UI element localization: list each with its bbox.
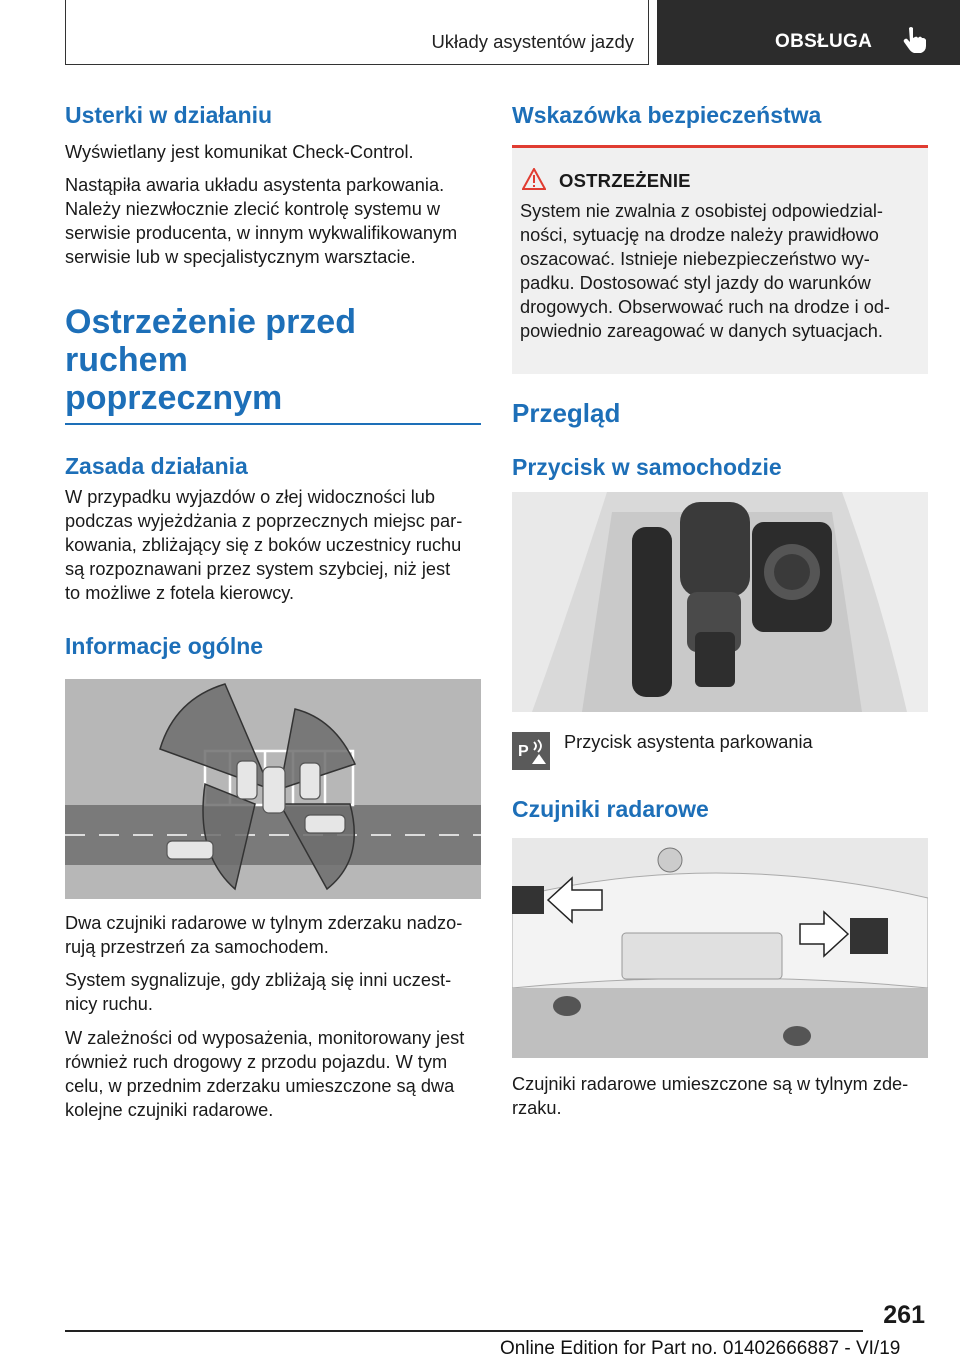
principle-heading: Zasada działania — [65, 453, 248, 479]
footer-edition-text: Online Edition for Part no. 01402666887 - VI/19 — [500, 1338, 901, 1359]
section-title-line: poprzecznym — [65, 379, 283, 417]
hand-pointer-icon — [901, 26, 931, 54]
text-line: W przypadku wyjazdów o złej widoczności lub — [65, 487, 435, 507]
general-heading: Informacje ogólne — [65, 633, 264, 659]
general-paragraph-3 — [65, 1026, 481, 1122]
general-paragraph-2 — [65, 968, 481, 1016]
footer-rule — [65, 1330, 863, 1332]
text-line: również ruch drogowy z przodu pojazdu. W tym — [65, 1052, 448, 1072]
rear-bumper-illustration — [512, 838, 928, 1058]
overview-heading: Przegląd — [512, 398, 621, 428]
header-section-label: Układy asystentów jazdy — [431, 31, 634, 52]
text-line: serwisie producenta, w innym wykwalifikowanym — [65, 223, 458, 243]
text-line: nicy ruchu. — [65, 994, 153, 1014]
general-paragraph-1 — [65, 911, 481, 959]
header-chapter-label: OBSŁUGA — [775, 31, 873, 52]
section-title-line: Ostrzeżenie przed ruchem — [65, 303, 356, 379]
text-line: rzaku. — [512, 1098, 562, 1118]
footer-edition — [500, 1338, 900, 1360]
left-column — [65, 102, 481, 1122]
text-line: ności, sytuację na drodze należy prawidłowo — [520, 225, 879, 245]
warning-box — [512, 145, 928, 374]
bumper-photo — [512, 838, 928, 1058]
text-line: drogowych. Obserwować ruch na drodze i od- — [520, 297, 890, 317]
text-line: celu, w przednim zderzaku umieszczone są dwa — [65, 1076, 455, 1096]
section-rule — [65, 423, 481, 425]
cross-traffic-diagram — [65, 679, 481, 899]
text-line: serwisie lub w specjalistycznym warsztacie. — [65, 247, 416, 267]
text-line: są rozpoznawani przez system szybciej, niż jest — [65, 559, 451, 579]
park-assist-row — [512, 730, 928, 774]
section-title — [65, 303, 481, 417]
text-line: Nastąpiła awaria układu asystenta parkowania. — [65, 175, 445, 195]
warning-label: OSTRZEŻENIE — [559, 170, 691, 191]
text-line: powiednio zareagować w danych sytuacjach. — [520, 321, 883, 341]
button-heading: Przycisk w samochodzie — [512, 454, 782, 480]
text-line: podczas wyjeżdżania z poprzecznych miejsc par- — [65, 511, 463, 531]
safety-heading: Wskazówka bezpieczeństwa — [512, 102, 822, 128]
malfunction-heading: Usterki w działaniu — [65, 102, 273, 128]
text-line: System nie zwalnia z osobistej odpowiedzial- — [520, 201, 883, 221]
text-line: to możliwe z fotela kierowcy. — [65, 583, 295, 603]
text-line: kolejne czujniki radarowe. — [65, 1100, 274, 1120]
park-assist-caption: Przycisk asystenta parkowania — [564, 732, 813, 752]
text-line: Czujniki radarowe umieszczone są w tylnym zde- — [512, 1074, 909, 1094]
text-line: oszacować. Istnieje niebezpieczeństwo wy- — [520, 249, 870, 269]
cross-traffic-illustration — [65, 679, 481, 899]
warning-text — [520, 199, 920, 343]
park-assist-button-icon — [512, 732, 550, 770]
text-line: rują przestrzeń za samochodem. — [65, 937, 329, 957]
page-number: 261 — [883, 1301, 925, 1329]
text-line: Dwa czujniki radarowe w tylnym zderzaku nadzo- — [65, 913, 463, 933]
right-column-lower — [512, 398, 928, 1120]
sensors-heading: Czujniki radarowe — [512, 796, 709, 822]
text-line: System sygnalizuje, gdy zbliżają się inni uczest- — [65, 970, 452, 990]
header-chapter-tab — [657, 0, 960, 65]
malfunction-paragraph-1: Wyświetlany jest komunikat Check-Control. — [65, 142, 414, 162]
sensors-caption — [512, 1072, 928, 1120]
svg-text:P: P — [518, 743, 529, 760]
text-line: padku. Dostosować styl jazdy do warunków — [520, 273, 871, 293]
principle-paragraph — [65, 485, 481, 605]
header-section-tab — [65, 0, 649, 65]
text-line: Należy niezwłocznie zlecić kontrolę systemu w — [65, 199, 441, 219]
warning-triangle-icon — [522, 168, 546, 190]
malfunction-paragraph-2 — [65, 173, 481, 269]
text-line: kowania, zbliżający się z boków uczestnicy ruchu — [65, 535, 462, 555]
text-line: W zależności od wyposażenia, monitorowany jest — [65, 1028, 465, 1048]
center-console-illustration — [512, 492, 928, 712]
right-column — [512, 102, 928, 132]
console-photo — [512, 492, 928, 712]
